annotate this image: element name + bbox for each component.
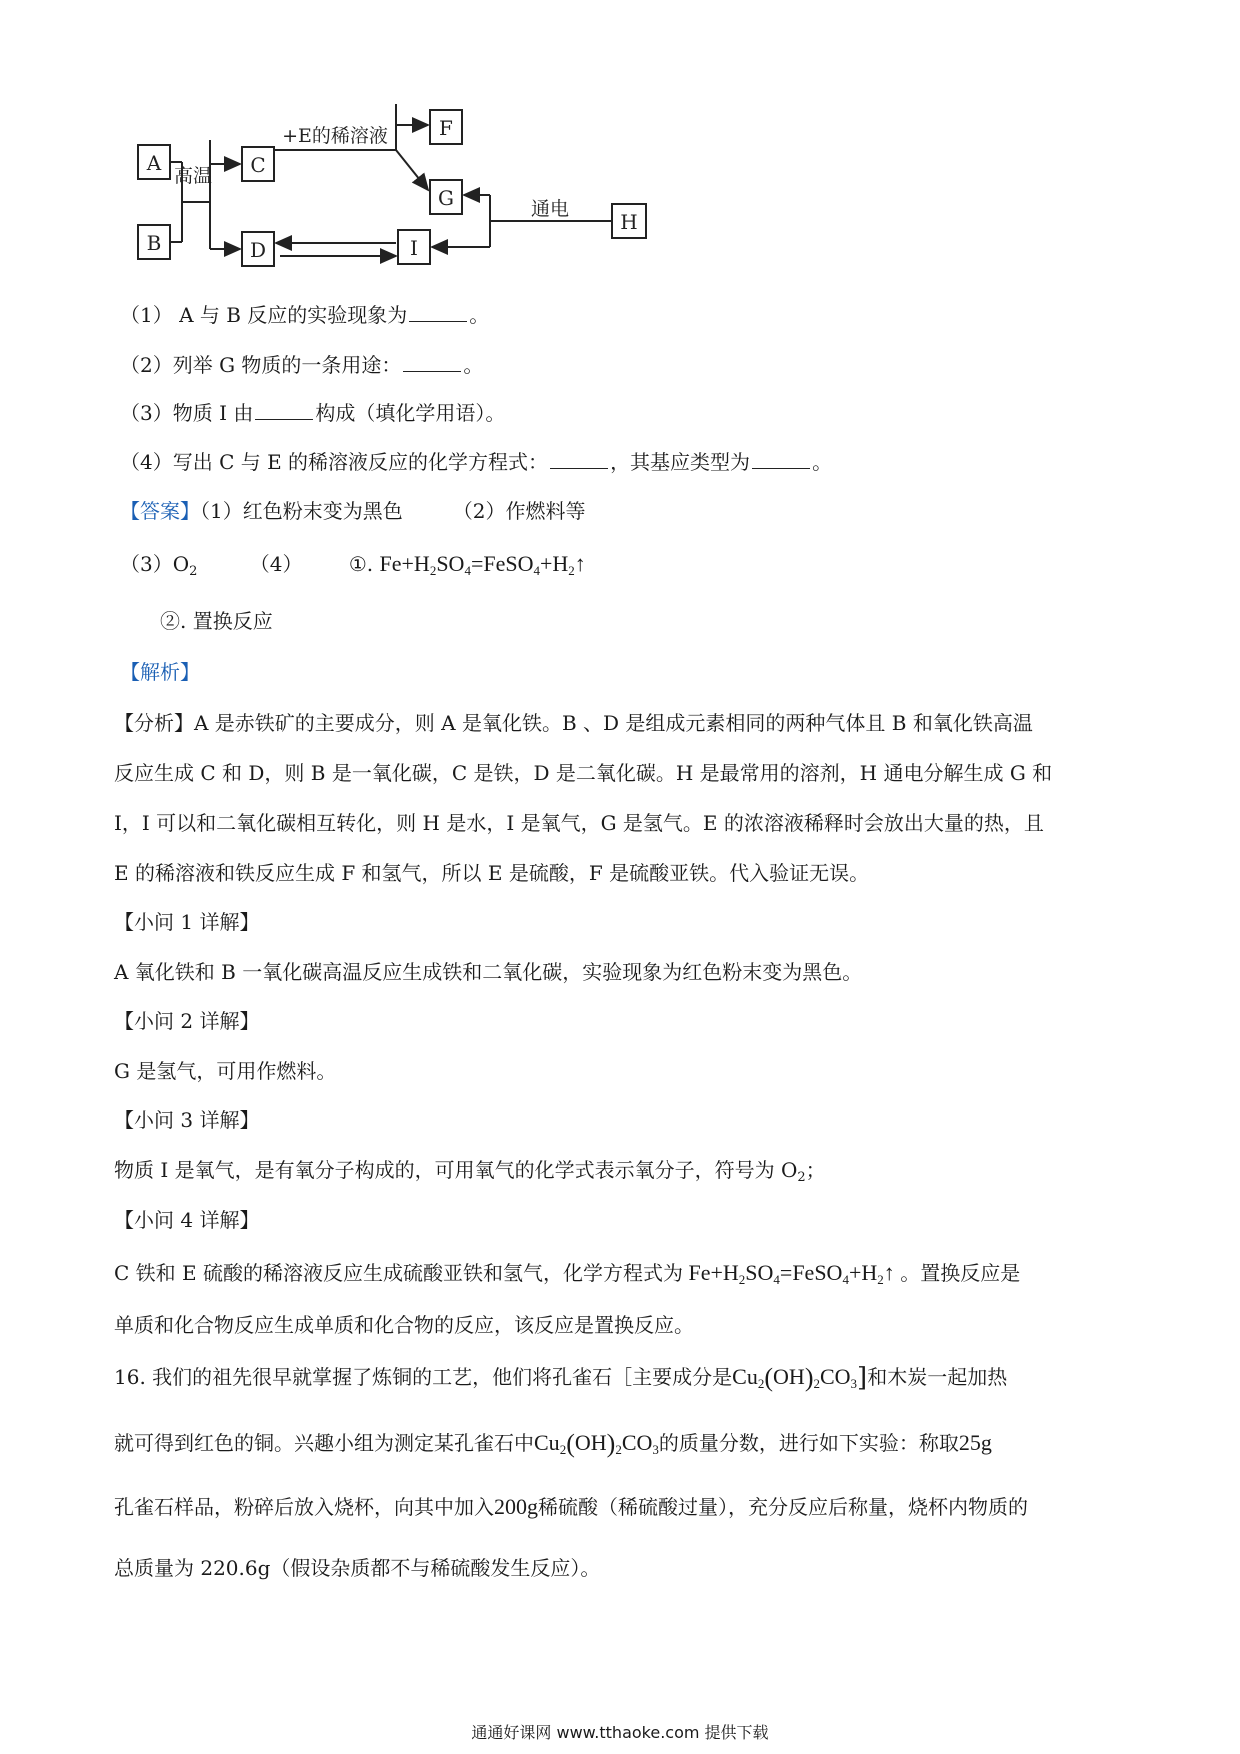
answer-line-2: $(3)O_2$ （4） ①. $Fe+H_2SO_4=FeSO_4+H_2↑$ xyxy=(120,551,586,579)
q16-line-4: 总质量为 220.6g（假设杂质都不与稀硫酸发生反应）。 xyxy=(114,1556,601,1580)
subq3-text: 物质 I 是氧气，是有氧分子构成的，可用氧气的化学式表示氧分子，符号为 $O_2$； xyxy=(114,1158,826,1185)
subq4-text-2: 单质和化合物反应生成单质和化合物的反应，该反应是置换反应。 xyxy=(114,1313,694,1337)
analysis-p3: I，I 可以和二氧化碳相互转化，则 H 是水，I 是氧气，G 是氢气。E 的浓溶液稀释时会放出大量的热，且 xyxy=(114,811,1044,835)
subq1-title: 【小问 1 详解】 xyxy=(114,910,260,934)
analysis-p4: E 的稀溶液和铁反应生成 F 和氢气，所以 E 是硫酸，F 是硫酸亚铁。代入验证无误。 xyxy=(114,861,870,885)
label-high-temp: 高温 xyxy=(173,165,213,187)
subq2-title: 【小问 2 详解】 xyxy=(114,1009,260,1033)
subq3-title: 【小问 3 详解】 xyxy=(114,1108,260,1132)
analysis-tag: 【解析】 xyxy=(120,660,200,684)
label-electrolysis: 通电 xyxy=(530,198,570,220)
equation-answer: $Fe+H_2SO_4=FeSO_4+H_2↑$ xyxy=(379,551,586,578)
analysis-p2: 反应生成 C 和 D，则 B 是一氧化碳，C 是铁，D 是二氧化碳。H 是最常用的溶剂，H 通电分解生成 G 和 xyxy=(114,761,1053,785)
reaction-flow-diagram xyxy=(130,100,650,290)
q16-line-3: 孔雀石样品，粉碎后放入烧杯，向其中加入200g稀硫酸（稀硫酸过量），充分反应后称量，烧杯内物质的 xyxy=(114,1494,1028,1519)
subq4-title: 【小问 4 详解】 xyxy=(114,1208,260,1232)
formula-cu2oh2co3: $Cu_2(OH)_2CO_3$ xyxy=(732,1363,858,1392)
answer-line-1: 【答案】（1）红色粉末变为黑色 （2）作燃料等 xyxy=(120,499,586,523)
node-h-label: H xyxy=(620,210,638,234)
subq1-text: A 氧化铁和 B 一氧化碳高温反应生成铁和二氧化碳，实验现象为红色粉末变为黑色。 xyxy=(114,960,863,984)
node-c-label: C xyxy=(250,153,266,177)
label-dilute-e: +E的稀溶液 xyxy=(282,125,388,147)
q16-line-2: 就可得到红色的铜。兴趣小组为测定某孔雀石中$Cu_2(OH)_2CO_3$的质量分数，进行如下实验：称取25g xyxy=(114,1429,992,1458)
subq2-text: G 是氢气，可用作燃料。 xyxy=(114,1059,337,1083)
node-b-label: B xyxy=(146,231,162,255)
question-3: （3）物质 I 由 构成（填化学用语）。 xyxy=(120,401,506,425)
node-i-label: I xyxy=(410,236,418,260)
question-4: （4）写出 C 与 E 的稀溶液反应的化学方程式： ，其基应类型为 。 xyxy=(120,450,833,474)
subq4-text: C 铁和 E 硫酸的稀溶液反应生成硫酸亚铁和氢气，化学方程式为 $Fe+H_2SO_4=FeSO_4+H_2↑$ 。置换反应是 xyxy=(114,1260,1021,1287)
analysis-p1: 【分析】A 是赤铁矿的主要成分，则 A 是氧化铁。B 、D 是组成元素相同的两种气体且 B 和氧化铁高温 xyxy=(114,711,1033,735)
node-d-label: D xyxy=(249,238,267,262)
node-f-label: F xyxy=(439,116,453,140)
answer-line-3: ②. 置换反应 xyxy=(160,609,273,633)
question-2: （2）列举 G 物质的一条用途： 。 xyxy=(120,353,484,377)
q16-line-1: 16. 我们的祖先很早就掌握了炼铜的工艺，他们将孔雀石［主要成分是$Cu_2(OH)_2CO_3$]和木炭一起加热 xyxy=(114,1363,1008,1393)
node-g-label: G xyxy=(438,186,454,210)
page-footer: 通通好课网 www.tthaoke.com 提供下载 xyxy=(471,1723,769,1742)
question-1: （1） A 与 B 反应的实验现象为 。 xyxy=(120,303,490,327)
node-a-label: A xyxy=(146,151,162,175)
